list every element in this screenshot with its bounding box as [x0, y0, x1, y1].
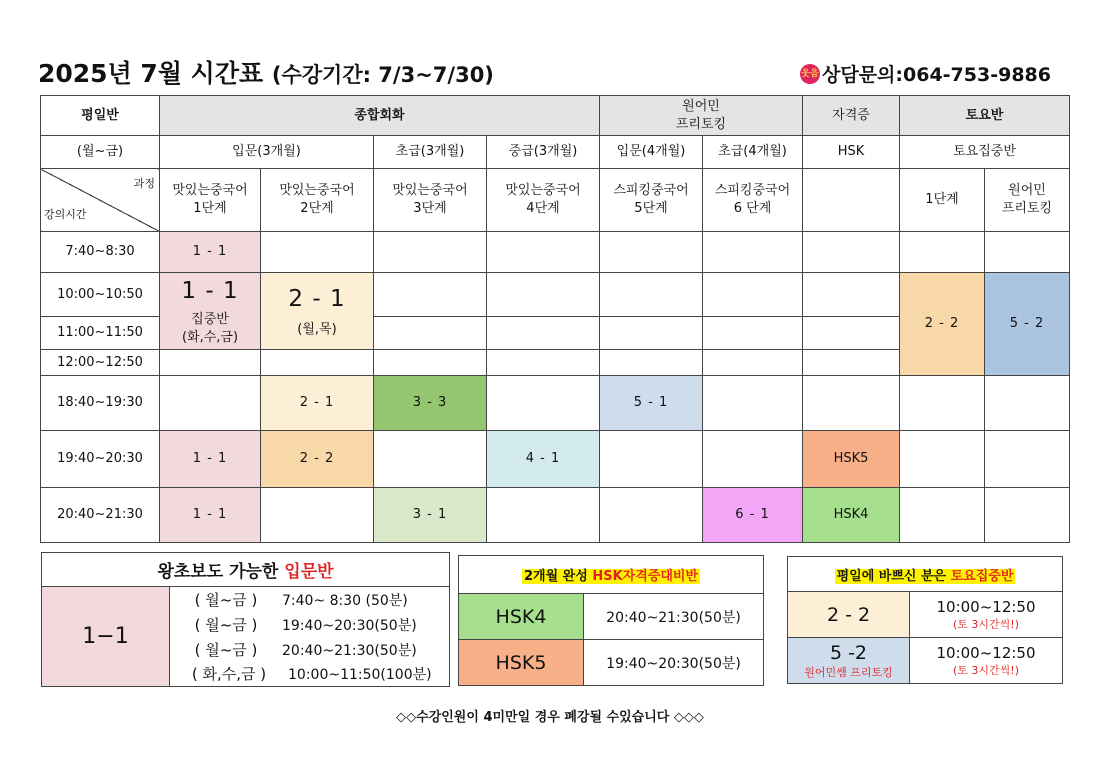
level-saturday-intensive: 토요집중반 — [900, 136, 1070, 169]
page-title — [38, 54, 494, 90]
title-period: (수강기간: 7/3~7/30) — [271, 63, 494, 87]
session-1-1-intensive: 1 - 1 집중반 (화,수,금) — [160, 273, 261, 350]
beginner-schedule-row: ( 월~금 ) 19:40~20:30(50분) — [170, 612, 450, 637]
session-5-1: 5 - 1 — [600, 376, 703, 431]
weekday-sub: (월~금) — [41, 136, 160, 169]
conversation-header: 종합회화 — [160, 96, 600, 136]
cancellation-note: ◇◇수강인원이 4미만일 경우 폐강될 수있습니다 ◇◇◇ — [396, 710, 704, 725]
level-elementary-4m: 초급(4개월) — [703, 136, 803, 169]
time-slot: 7:40~8:30 — [41, 232, 160, 273]
beginner-box-title: 왕초보도 가능한 입문반 — [42, 553, 450, 587]
hsk-box — [458, 555, 764, 686]
session-2-1-mon-thu: 2 - 1 (월,목) — [261, 273, 374, 350]
title-main: 2025년 7월 시간표 — [38, 59, 264, 88]
time-slot: 19:40~20:30 — [41, 431, 160, 488]
time-slot: 12:00~12:50 — [41, 350, 160, 376]
course-sat-1: 1단계 — [900, 169, 985, 232]
course-time-diagonal: 과정 강의시간 — [41, 169, 160, 232]
session-1-1: 1 - 1 — [160, 488, 261, 543]
hsk5-label: HSK5 — [459, 640, 584, 686]
time-slot: 20:40~21:30 — [41, 488, 160, 543]
beginner-schedule-row: ( 월~금 ) 7:40~ 8:30 (50분) — [170, 587, 450, 612]
smile-logo-icon: 웃음 — [800, 64, 820, 84]
course-4: 맛있는중국어 4단계 — [487, 169, 600, 232]
saturday-time-5-2: 10:00~12:50 (토 3시간씩!) — [910, 638, 1063, 684]
time-slot: 18:40~19:30 — [41, 376, 160, 431]
course-sat-2: 원어민 프리토킹 — [985, 169, 1070, 232]
beginner-schedule-row: ( 월~금 ) 20:40~21:30(50분) — [170, 637, 450, 662]
course-2: 맛있는중국어 2단계 — [261, 169, 374, 232]
session-4-1: 4 - 1 — [487, 431, 600, 488]
session-hsk4: HSK4 — [803, 488, 900, 543]
weekday-header: 평일반 — [41, 96, 160, 136]
hsk5-time: 19:40~20:30(50분) — [584, 640, 764, 686]
session-hsk5: HSK5 — [803, 431, 900, 488]
session-5-2-saturday: 5 - 2 — [985, 273, 1070, 376]
timetable — [40, 95, 1070, 543]
saturday-box — [787, 556, 1063, 684]
beginner-class: 1−1 — [42, 587, 170, 687]
hsk-box-title: 2개월 완성 HSK자격증대비반 — [459, 556, 764, 594]
saturday-class-2-2: 2 - 2 — [788, 592, 910, 638]
session-2-2-saturday: 2 - 2 — [900, 273, 985, 376]
saturday-time-2-2: 10:00~12:50 (토 3시간씩!) — [910, 592, 1063, 638]
contact-phone: 상담문의:064-753-9886 — [822, 64, 1051, 86]
time-slot: 10:00~10:50 — [41, 273, 160, 317]
course-3: 맛있는중국어 3단계 — [374, 169, 487, 232]
level-elementary-3m: 초급(3개월) — [374, 136, 487, 169]
level-beginner-4m: 입문(4개월) — [600, 136, 703, 169]
level-hsk: HSK — [803, 136, 900, 169]
saturday-box-title: 평일에 바쁘신 분은 토요집중반 — [788, 557, 1063, 592]
cert-header: 자격증 — [803, 96, 900, 136]
session-1-1: 1 - 1 — [160, 431, 261, 488]
session-3-3: 3 - 3 — [374, 376, 487, 431]
session-1-1: 1 - 1 — [160, 232, 261, 273]
hsk4-label: HSK4 — [459, 594, 584, 640]
session-2-2: 2 - 2 — [261, 431, 374, 488]
course-1: 맛있는중국어 1단계 — [160, 169, 261, 232]
saturday-class-5-2: 5 -2 원어민쌤 프리토킹 — [788, 638, 910, 684]
saturday-header: 토요반 — [900, 96, 1070, 136]
native-header: 원어민 프리토킹 — [600, 96, 803, 136]
course-5: 스피킹중국어 5단계 — [600, 169, 703, 232]
time-slot: 11:00~11:50 — [41, 317, 160, 350]
course-6: 스피킹중국어 6 단계 — [703, 169, 803, 232]
contact-info — [800, 60, 1051, 87]
course-hsk — [803, 169, 900, 232]
level-intermediate-3m: 중급(3개월) — [487, 136, 600, 169]
session-6-1: 6 - 1 — [703, 488, 803, 543]
beginner-schedule-row: ( 화,수,금 ) 10:00~11:50(100분) — [170, 662, 450, 687]
level-beginner-3m: 입문(3개월) — [160, 136, 374, 169]
session-2-1: 2 - 1 — [261, 376, 374, 431]
session-3-1: 3 - 1 — [374, 488, 487, 543]
hsk4-time: 20:40~21:30(50분) — [584, 594, 764, 640]
beginner-box — [41, 552, 450, 687]
